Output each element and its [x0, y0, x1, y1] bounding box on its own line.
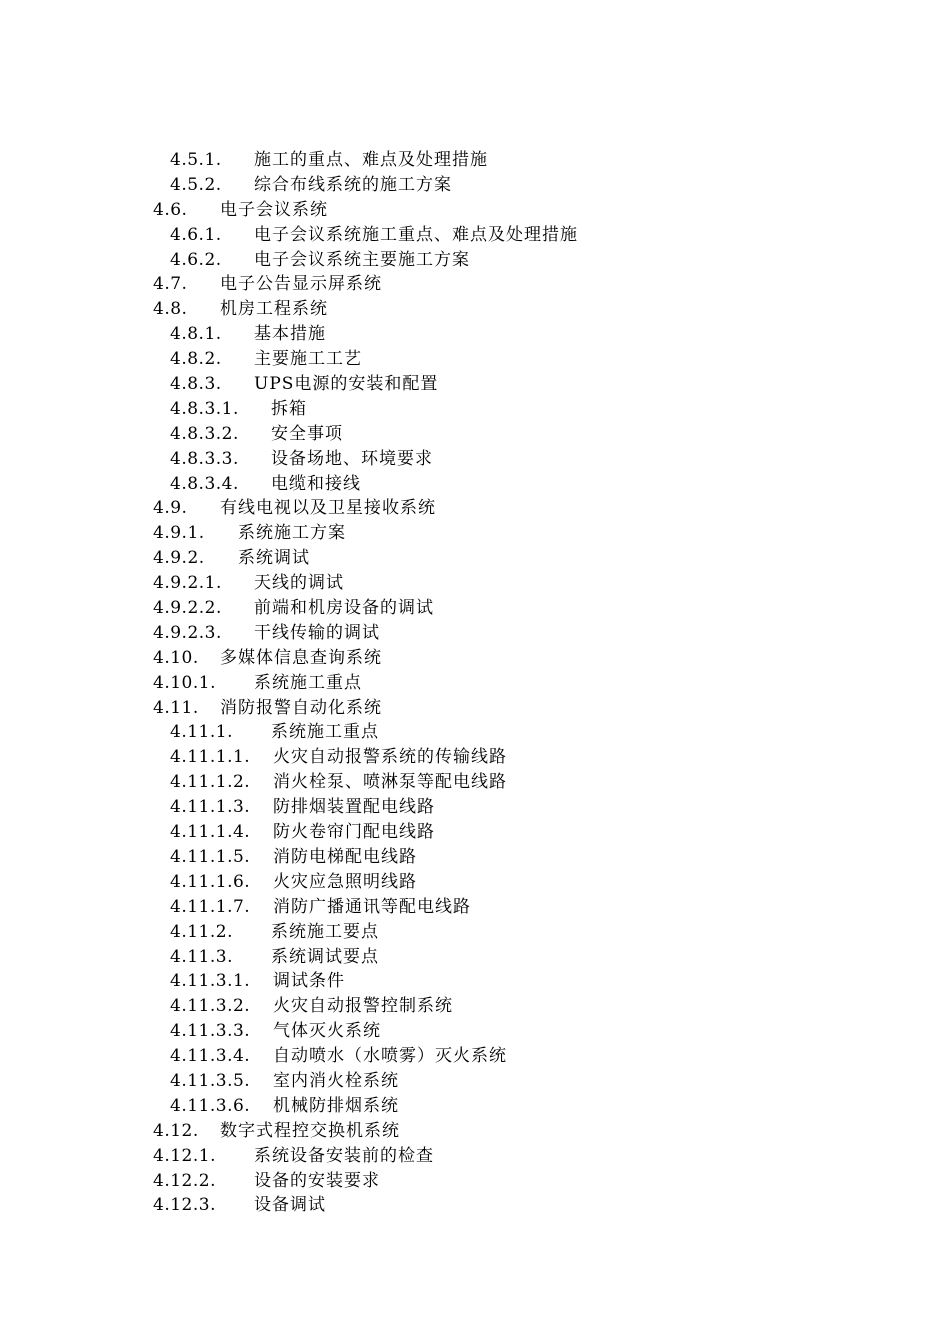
toc-entry[interactable]	[0, 969, 950, 994]
toc-entry-number: 4.6.	[153, 199, 188, 220]
toc-entry-title: 电缆和接线	[271, 473, 361, 494]
toc-entry-title: 系统调试	[238, 548, 310, 569]
toc-entry-number: 4.8.3.2.	[170, 423, 239, 444]
toc-entry[interactable]	[0, 795, 950, 820]
toc-entry[interactable]	[0, 248, 950, 273]
toc-entry[interactable]	[0, 198, 950, 223]
toc-entry-number: 4.10.1.	[153, 672, 216, 693]
toc-entry-title: 电子公告显示屏系统	[220, 274, 382, 295]
toc-entry[interactable]	[0, 1019, 950, 1044]
toc-entry-title: 设备调试	[254, 1195, 326, 1216]
toc-entry-title: 主要施工工艺	[254, 349, 362, 370]
toc-entry-title: 系统施工重点	[254, 672, 362, 693]
toc-entry-title: 施工的重点、难点及处理措施	[254, 150, 488, 170]
toc-entry-title: 电子会议系统施工重点、难点及处理措施	[254, 224, 578, 245]
toc-entry-title: 综合布线系统的施工方案	[254, 174, 452, 195]
toc-entry-number: 4.9.2.2.	[153, 598, 222, 619]
toc-entry[interactable]	[0, 1069, 950, 1094]
toc-entry-number: 4.8.3.4.	[170, 473, 239, 494]
toc-entry-number: 4.8.	[153, 299, 188, 320]
toc-entry-title: 系统施工重点	[271, 722, 379, 743]
toc-entry[interactable]	[0, 895, 950, 920]
toc-entry-title: 安全事项	[271, 423, 343, 444]
toc-entry-title: 自动喷水（水喷雾）灭火系统	[273, 1046, 507, 1067]
toc-entry-number: 4.8.1.	[170, 324, 222, 345]
toc-entry[interactable]	[0, 447, 950, 472]
toc-entry-number: 4.11.1.5.	[170, 846, 251, 867]
toc-entry-title: 系统施工要点	[271, 921, 379, 942]
toc-entry-title: 系统施工方案	[238, 523, 346, 544]
toc-entry-number: 4.6.2.	[170, 249, 222, 270]
toc-entry-number: 4.11.1.6.	[170, 871, 251, 892]
toc-entry-number: 4.9.1.	[153, 523, 205, 544]
toc-entry[interactable]	[0, 223, 950, 248]
toc-entry-number: 4.11.3.6.	[170, 1095, 251, 1116]
toc-entry-number: 4.10.	[153, 647, 199, 668]
toc-entry-title: 消防电梯配电线路	[273, 846, 417, 867]
toc-entry-number: 4.6.1.	[170, 224, 222, 245]
toc-entry-number: 4.7.	[153, 274, 188, 295]
toc-entry-number: 4.5.1.	[170, 150, 222, 170]
toc-entry[interactable]	[0, 671, 950, 696]
toc-entry[interactable]	[0, 720, 950, 745]
toc-entry-title: 电子会议系统主要施工方案	[254, 249, 470, 270]
toc-entry[interactable]	[0, 148, 950, 173]
toc-entry-title: 消防广播通讯等配电线路	[273, 896, 471, 917]
toc-entry-number: 4.11.3.	[170, 946, 233, 967]
toc-entry[interactable]	[0, 1119, 950, 1144]
toc-entry-title: 机械防排烟系统	[273, 1095, 399, 1116]
toc-entry[interactable]	[0, 397, 950, 422]
toc-entry-number: 4.9.2.1.	[153, 573, 222, 594]
toc-entry[interactable]	[0, 173, 950, 198]
toc-entry-number: 4.8.3.3.	[170, 448, 239, 469]
toc-entry[interactable]	[0, 770, 950, 795]
toc-entry-title: 消火栓泵、喷淋泵等配电线路	[273, 772, 507, 793]
toc-entry-title: 火灾应急照明线路	[273, 871, 417, 892]
toc-entry-number: 4.11.2.	[170, 921, 233, 942]
toc-entry-number: 4.12.	[153, 1120, 199, 1141]
toc-entry[interactable]	[0, 646, 950, 671]
toc-entry[interactable]	[0, 1094, 950, 1119]
toc-entry-number: 4.9.2.	[153, 548, 205, 569]
toc-entry-title: 机房工程系统	[220, 299, 328, 320]
toc-entry-title: 火灾自动报警控制系统	[273, 996, 453, 1017]
toc-entry-title: 前端和机房设备的调试	[254, 598, 434, 619]
toc-entry-title: 电子会议系统	[220, 199, 328, 220]
toc-entry[interactable]	[0, 496, 950, 521]
toc-entry[interactable]	[0, 870, 950, 895]
toc-entry-title: 设备场地、环境要求	[271, 448, 433, 469]
table-of-contents	[0, 148, 950, 1218]
toc-entry-title: 气体灭火系统	[273, 1021, 381, 1042]
toc-entry-title: 数字式程控交换机系统	[220, 1120, 400, 1141]
toc-entry-number: 4.11.1.	[170, 722, 233, 743]
toc-entry[interactable]	[0, 347, 950, 372]
toc-entry-title: 火灾自动报警系统的传输线路	[273, 747, 507, 768]
toc-entry-number: 4.8.3.1.	[170, 398, 239, 419]
toc-entry-number: 4.11.3.3.	[170, 1021, 251, 1042]
toc-entry-title: 基本措施	[254, 324, 326, 345]
toc-entry[interactable]	[0, 920, 950, 945]
toc-entry-number: 4.11.1.4.	[170, 822, 251, 843]
toc-entry-title: 天线的调试	[254, 573, 344, 594]
toc-entry-title: UPS电源的安装和配置	[254, 374, 439, 395]
toc-entry-number: 4.5.2.	[170, 174, 222, 195]
toc-entry-number: 4.11.3.1.	[170, 971, 251, 992]
toc-entry[interactable]	[0, 1169, 950, 1194]
toc-entry-number: 4.9.2.3.	[153, 622, 222, 643]
toc-entry[interactable]	[0, 571, 950, 596]
toc-entry[interactable]	[0, 422, 950, 447]
toc-entry-number: 4.11.1.1.	[170, 747, 251, 768]
toc-entry[interactable]	[0, 297, 950, 322]
toc-entry[interactable]	[0, 745, 950, 770]
toc-entry-title: 防排烟装置配电线路	[273, 797, 435, 818]
toc-entry-number: 4.11.3.5.	[170, 1070, 251, 1091]
toc-entry-number: 4.11.1.2.	[170, 772, 251, 793]
toc-entry-number: 4.12.1.	[153, 1145, 216, 1166]
toc-entry[interactable]	[0, 1193, 950, 1218]
toc-entry[interactable]	[0, 546, 950, 571]
toc-entry-title: 有线电视以及卫星接收系统	[220, 498, 436, 519]
toc-entry[interactable]	[0, 596, 950, 621]
toc-entry-title: 室内消火栓系统	[273, 1070, 399, 1091]
toc-entry-title: 多媒体信息查询系统	[220, 647, 382, 668]
toc-entry-title: 调试条件	[273, 971, 345, 992]
toc-entry[interactable]	[0, 322, 950, 347]
toc-entry-title: 干线传输的调试	[254, 622, 380, 643]
toc-entry[interactable]	[0, 472, 950, 497]
toc-entry-number: 4.8.3.	[170, 374, 222, 395]
toc-entry-title: 系统设备安装前的检查	[254, 1145, 434, 1166]
toc-entry-title: 拆箱	[271, 398, 307, 419]
toc-entry-title: 消防报警自动化系统	[220, 697, 382, 718]
toc-entry[interactable]	[0, 994, 950, 1019]
toc-entry-number: 4.9.	[153, 498, 188, 519]
toc-entry[interactable]	[0, 845, 950, 870]
toc-entry[interactable]	[0, 621, 950, 646]
toc-entry-number: 4.11.1.7.	[170, 896, 251, 917]
toc-entry[interactable]	[0, 696, 950, 721]
toc-entry[interactable]	[0, 372, 950, 397]
toc-entry[interactable]	[0, 1044, 950, 1069]
toc-entry-number: 4.11.3.2.	[170, 996, 251, 1017]
toc-entry-number: 4.12.3.	[153, 1195, 216, 1216]
toc-entry-number: 4.11.	[153, 697, 199, 718]
toc-entry[interactable]	[0, 1144, 950, 1169]
toc-entry[interactable]	[0, 945, 950, 970]
toc-entry-title: 系统调试要点	[271, 946, 379, 967]
toc-entry[interactable]	[0, 820, 950, 845]
toc-entry-number: 4.11.1.3.	[170, 797, 251, 818]
toc-entry-number: 4.8.2.	[170, 349, 222, 370]
toc-entry-title: 设备的安装要求	[254, 1170, 380, 1191]
toc-entry-number: 4.12.2.	[153, 1170, 216, 1191]
toc-entry-number: 4.11.3.4.	[170, 1046, 251, 1067]
toc-entry[interactable]	[0, 272, 950, 297]
toc-entry-title: 防火卷帘门配电线路	[273, 822, 435, 843]
toc-entry[interactable]	[0, 521, 950, 546]
